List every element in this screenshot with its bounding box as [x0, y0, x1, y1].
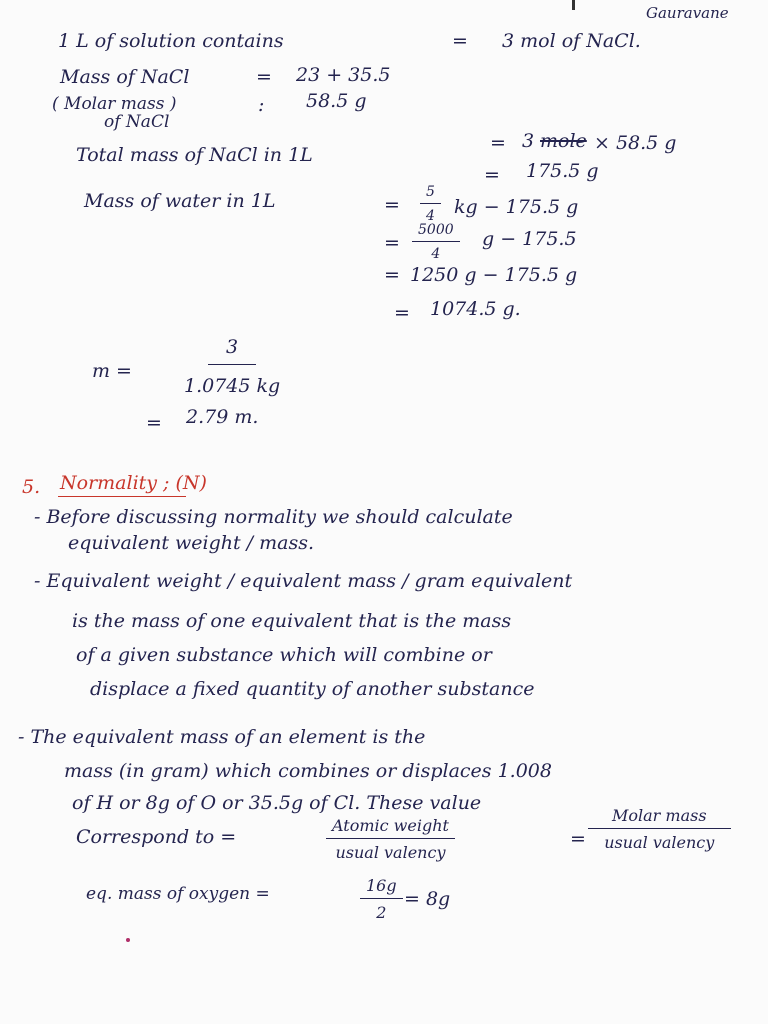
frac1-denominator: usual valency [335, 843, 446, 862]
line3-left2: of NaCl [104, 112, 170, 132]
molality-result: 2.79 m. [186, 406, 259, 428]
bullet3-line3: of H or 8g of O or 35.5g of Cl. These value [72, 792, 482, 814]
bullet2-line3: of a given substance which will combine or [76, 644, 492, 666]
line7-rest: g − 175.5 [482, 228, 577, 250]
molality-result-eq: = [146, 412, 162, 434]
line1-eq: = [452, 30, 468, 52]
line5-right: 175.5 g [526, 160, 599, 182]
bullet3-line4: Correspond to = [76, 826, 237, 848]
line2-left: Mass of NaCl [60, 66, 190, 88]
oxygen-numerator: 16g [360, 876, 403, 899]
line7-eq: = [384, 232, 400, 254]
oxygen-label: eq. mass of oxygen = [86, 884, 270, 904]
line3-eq: : [258, 94, 265, 116]
line1-left: 1 L of solution contains [58, 30, 284, 52]
page-signature: Gauravane [646, 4, 729, 22]
molality-numerator: 3 [208, 336, 256, 365]
frac2-numerator: Molar mass [588, 806, 731, 829]
page-corner-mark [572, 0, 575, 10]
bullet3-line2: mass (in gram) which combines or displaces 1.008 [64, 760, 552, 782]
line8-eq: = [384, 264, 400, 286]
molality-fraction [184, 336, 280, 397]
line8-right: 1250 g − 175.5 g [410, 264, 578, 286]
molality-label: m = [92, 360, 132, 382]
line6-eq: = [384, 194, 400, 216]
oxygen-result: = 8g [404, 888, 451, 910]
oxygen-denominator: 2 [376, 903, 387, 922]
bullet2-line4: displace a fixed quantity of another substance [90, 678, 535, 700]
line9-right: 1074.5 g. [430, 298, 521, 320]
line4-left: Total mass of NaCl in 1L [76, 144, 313, 166]
line7-frac-den: 4 [431, 246, 441, 262]
line4-rest: × 58.5 g [594, 132, 677, 154]
line6-frac-num: 5 [420, 184, 441, 204]
line6-fraction [420, 184, 441, 224]
line7-frac-num: 5000 [412, 222, 460, 242]
frac1-numerator: Atomic weight [326, 816, 455, 839]
line3-right: 58.5 g [306, 90, 367, 112]
bullet2-line2: is the mass of one equivalent that is the mass [72, 610, 512, 632]
molality-denominator: 1.0745 kg [184, 375, 281, 397]
line1-right: 3 mol of NaCl. [502, 30, 641, 52]
frac2-denominator: usual valency [604, 833, 715, 852]
bullet1-line2: equivalent weight / mass. [68, 532, 314, 554]
frac-eq: = [570, 828, 586, 850]
line4-struck-word: mole [540, 130, 587, 152]
line2-right: 23 + 35.5 [296, 64, 391, 86]
line6-frac-den: 4 [426, 208, 435, 224]
bullet1-line1: - Before discussing normality we should calculate [34, 506, 513, 528]
line4-eq: = [490, 132, 506, 154]
oxygen-fraction [360, 876, 403, 922]
line6-rest: kg − 175.5 g [454, 196, 579, 218]
atomic-weight-fraction [326, 816, 455, 862]
line3-left: ( Molar mass ) [52, 94, 177, 114]
section-number: 5. [22, 476, 41, 498]
ink-dot [126, 938, 130, 942]
line2-eq: = [256, 66, 272, 88]
line9-eq: = [394, 302, 410, 324]
section-title: Normality ; (N) [60, 472, 207, 494]
section-title-underline [58, 496, 186, 497]
molar-mass-fraction [588, 806, 731, 852]
line5-eq: = [484, 164, 500, 186]
line6-left: Mass of water in 1L [84, 190, 276, 212]
line4-num: 3 [522, 130, 535, 152]
line7-fraction [412, 222, 460, 262]
bullet3-line1: - The equivalent mass of an element is the [18, 726, 426, 748]
bullet2-line1: - Equivalent weight / equivalent mass / gram equivalent [34, 570, 573, 592]
